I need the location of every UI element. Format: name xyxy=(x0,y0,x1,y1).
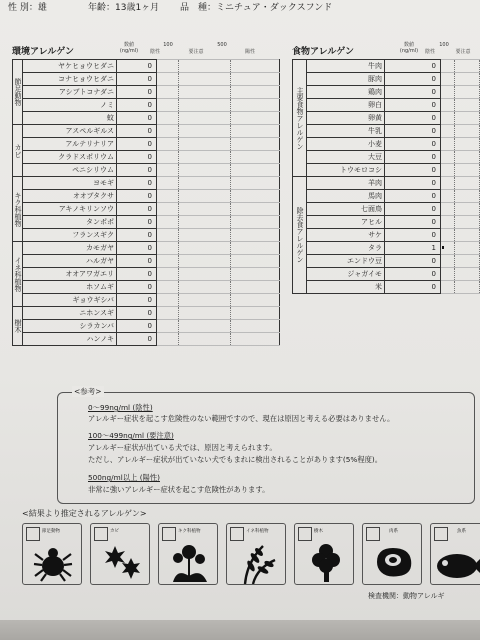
result-bar-cell xyxy=(231,86,280,99)
allergen-value: 0 xyxy=(117,281,157,294)
allergen-value: 0 xyxy=(117,99,157,112)
table-row xyxy=(13,242,280,255)
allergen-name: ホソムギ xyxy=(23,281,117,294)
table-row xyxy=(13,268,280,281)
result-bar-cell xyxy=(179,164,231,177)
allergen-value: 0 xyxy=(385,164,441,177)
checkbox-fish[interactable] xyxy=(434,527,448,541)
table-row xyxy=(293,164,480,177)
estimate-box-grass xyxy=(226,523,286,585)
result-bar-cell xyxy=(455,99,480,112)
allergen-name: アヒル xyxy=(307,216,385,229)
result-bar-cell xyxy=(441,190,455,203)
result-bar-cell xyxy=(455,112,480,125)
table-row xyxy=(13,164,280,177)
allergen-value: 0 xyxy=(385,73,441,86)
result-bar-cell xyxy=(441,255,455,268)
result-bar-cell xyxy=(179,190,231,203)
result-bar-cell xyxy=(179,60,231,73)
result-bar-cell xyxy=(179,138,231,151)
result-bar-cell xyxy=(179,268,231,281)
allergen-value: 0 xyxy=(117,229,157,242)
food-section-title: 食物アレルゲン xyxy=(292,47,355,57)
result-bar-cell xyxy=(179,177,231,190)
result-bar-cell xyxy=(179,125,231,138)
result-bar-cell xyxy=(179,333,231,346)
allergen-name: オオブタクサ xyxy=(23,190,117,203)
estimate-label-grass: イネ科植物 xyxy=(246,529,269,534)
checkbox-grass[interactable] xyxy=(230,527,244,541)
allergen-name: アシブトコナダニ xyxy=(23,86,117,99)
age-label: 年齢：13歳1ヶ月 xyxy=(88,3,160,13)
allergen-value: 0 xyxy=(117,86,157,99)
allergen-value: 0 xyxy=(117,216,157,229)
table-row xyxy=(13,138,280,151)
result-bar-cell xyxy=(179,99,231,112)
table-row xyxy=(293,229,480,242)
ref-positive-text: 非常に強いアレルギー症状を起こす危険性があります。 xyxy=(88,485,270,494)
allergen-value: 0 xyxy=(385,125,441,138)
result-bar-cell xyxy=(441,203,455,216)
allergen-value: 0 xyxy=(385,60,441,73)
allergen-name: アキノキリンソウ xyxy=(23,203,117,216)
allergen-name: トウモロコシ xyxy=(307,164,385,177)
allergen-name: アスペルギルス xyxy=(23,125,117,138)
result-bar-cell xyxy=(157,333,179,346)
breed-label: 品 種：ミニチュア・ダックスフンド xyxy=(180,3,333,13)
result-bar-cell xyxy=(441,216,455,229)
allergen-value: 0 xyxy=(117,151,157,164)
result-bar-cell xyxy=(231,203,280,216)
table-row xyxy=(13,151,280,164)
result-bar-cell xyxy=(231,112,280,125)
tick-icon xyxy=(33,542,73,582)
result-bar-cell xyxy=(179,229,231,242)
allergen-value: 0 xyxy=(385,112,441,125)
result-bar-cell xyxy=(441,125,455,138)
result-bar-cell xyxy=(231,164,280,177)
estimate-box-aster xyxy=(158,523,218,585)
table-row xyxy=(293,60,480,73)
allergen-value: 0 xyxy=(385,255,441,268)
table-row xyxy=(13,216,280,229)
tree-icon xyxy=(305,542,347,584)
estimate-box-fish xyxy=(430,523,480,585)
allergen-value: 0 xyxy=(385,216,441,229)
result-bar-cell xyxy=(231,307,280,320)
allergen-value: 0 xyxy=(117,164,157,177)
result-bar-cell xyxy=(179,242,231,255)
allergen-name: シラカンバ xyxy=(23,320,117,333)
result-bar-cell xyxy=(157,151,179,164)
allergen-value: 0 xyxy=(385,190,441,203)
allergen-value: 0 xyxy=(385,177,441,190)
result-bar-cell xyxy=(157,203,179,216)
food-col-caution: 要注意 xyxy=(455,49,471,55)
result-bar-cell xyxy=(157,307,179,320)
estimate-label-mold: カビ xyxy=(110,529,119,534)
allergen-name: ヨモギ xyxy=(23,177,117,190)
result-bar-cell xyxy=(157,242,179,255)
result-bar-cell xyxy=(455,164,480,177)
allergen-name: ギョウギシバ xyxy=(23,294,117,307)
result-bar-cell xyxy=(441,112,455,125)
result-bar-cell xyxy=(441,86,455,99)
allergen-name: クラドスポリウム xyxy=(23,151,117,164)
allergen-name: オオアワガエリ xyxy=(23,268,117,281)
env-col-500: 500 xyxy=(217,42,227,48)
result-bar-cell xyxy=(455,151,480,164)
result-bar-cell xyxy=(179,281,231,294)
allergen-name: 大豆 xyxy=(307,151,385,164)
estimate-label-tree: 樹木 xyxy=(314,529,323,534)
result-bar-cell xyxy=(179,294,231,307)
result-bar-cell xyxy=(231,125,280,138)
result-bar-cell xyxy=(157,255,179,268)
result-bar-cell xyxy=(441,229,455,242)
allergen-name: コナヒョウヒダニ xyxy=(23,73,117,86)
result-bar-cell xyxy=(179,112,231,125)
table-row xyxy=(13,307,280,320)
table-row xyxy=(13,281,280,294)
allergen-value: 0 xyxy=(117,60,157,73)
result-bar-cell xyxy=(455,281,480,294)
table-row xyxy=(13,177,280,190)
allergen-name: アルテリナリア xyxy=(23,138,117,151)
result-bar-cell xyxy=(455,255,480,268)
estimate-label-fish: 魚系 xyxy=(457,529,466,534)
result-bar-cell xyxy=(441,164,455,177)
table-row xyxy=(13,73,280,86)
table-row xyxy=(293,216,480,229)
result-bar-cell xyxy=(231,294,280,307)
group-label: キク科植物 xyxy=(13,177,23,242)
result-bar-cell xyxy=(179,307,231,320)
result-bar-cell xyxy=(455,138,480,151)
allergen-name: 牛肉 xyxy=(307,60,385,73)
table-row xyxy=(293,86,480,99)
allergen-value: 0 xyxy=(385,229,441,242)
allergen-value: 0 xyxy=(117,177,157,190)
result-bar-cell xyxy=(231,190,280,203)
allergen-value: 0 xyxy=(385,86,441,99)
result-bar-cell xyxy=(231,177,280,190)
checkbox-aster[interactable] xyxy=(162,527,176,541)
result-bar-cell xyxy=(441,242,455,255)
result-bar-cell xyxy=(231,138,280,151)
group-label: 主要食物アレルゲン xyxy=(293,60,307,177)
result-bar-cell xyxy=(231,255,280,268)
table-row xyxy=(13,99,280,112)
table-row xyxy=(13,333,280,346)
result-bar-cell xyxy=(231,333,280,346)
estimate-box-tree xyxy=(294,523,354,585)
table-row xyxy=(293,177,480,190)
allergen-value: 0 xyxy=(117,112,157,125)
result-bar-cell xyxy=(157,112,179,125)
result-bar-cell xyxy=(179,86,231,99)
env-col-caution: 要注意 xyxy=(188,49,204,55)
estimate-label-meat: 肉系 xyxy=(389,529,398,534)
allergen-value: 0 xyxy=(385,268,441,281)
table-row xyxy=(293,190,480,203)
allergen-name: 卵白 xyxy=(307,99,385,112)
allergen-name: タンポポ xyxy=(23,216,117,229)
result-bar-cell xyxy=(157,320,179,333)
allergen-value: 1 xyxy=(385,242,441,255)
result-bar-cell xyxy=(157,177,179,190)
result-bar-cell xyxy=(441,138,455,151)
allergen-value: 0 xyxy=(117,255,157,268)
reference-title: <参考> xyxy=(74,387,102,396)
table-row xyxy=(293,255,480,268)
result-bar-cell xyxy=(179,203,231,216)
result-bar-cell xyxy=(231,73,280,86)
result-bar-cell xyxy=(455,216,480,229)
result-bar-cell xyxy=(231,242,280,255)
result-bar-cell xyxy=(157,125,179,138)
result-bar-cell xyxy=(179,151,231,164)
result-bar-cell xyxy=(231,229,280,242)
checkbox-arthropod[interactable] xyxy=(26,527,40,541)
table-row xyxy=(293,203,480,216)
allergen-name: 鶏肉 xyxy=(307,86,385,99)
table-row xyxy=(293,112,480,125)
result-bar-cell xyxy=(157,190,179,203)
result-bar-cell xyxy=(157,294,179,307)
allergen-name: 米 xyxy=(307,281,385,294)
result-bar-cell xyxy=(157,73,179,86)
result-bar-cell xyxy=(157,229,179,242)
group-label: 除去食アレルゲン xyxy=(293,177,307,294)
checkbox-tree[interactable] xyxy=(298,527,312,541)
result-bar-cell xyxy=(157,164,179,177)
table-row xyxy=(293,73,480,86)
food-col-value: 数値 (ng/ml) xyxy=(399,42,419,54)
group-label: 節足動物 xyxy=(13,60,23,125)
allergen-name: 羊肉 xyxy=(307,177,385,190)
result-bar-cell xyxy=(179,320,231,333)
allergen-value: 0 xyxy=(117,73,157,86)
result-bar-cell xyxy=(157,268,179,281)
table-row xyxy=(13,255,280,268)
estimate-box-mold xyxy=(90,523,150,585)
allergen-name: 小麦 xyxy=(307,138,385,151)
allergen-name: ノミ xyxy=(23,99,117,112)
allergen-value: 0 xyxy=(385,138,441,151)
allergen-name: ヤケヒョウヒダニ xyxy=(23,60,117,73)
allergen-name: フランスギク xyxy=(23,229,117,242)
allergen-name: 馬肉 xyxy=(307,190,385,203)
allergen-name: タラ xyxy=(307,242,385,255)
allergen-value: 0 xyxy=(385,203,441,216)
env-col-100: 100 xyxy=(163,42,173,48)
allergen-value: 0 xyxy=(385,151,441,164)
estimate-box-meat xyxy=(362,523,422,585)
ref-positive-range: 500ng/ml以上 (陽性) xyxy=(88,473,160,482)
result-bar-cell xyxy=(157,281,179,294)
result-mark xyxy=(442,246,444,249)
estimate-label-aster: キク科植物 xyxy=(178,529,201,534)
estimate-box-arthropod xyxy=(22,523,82,585)
result-bar-cell xyxy=(179,255,231,268)
steak-icon xyxy=(373,542,415,584)
allergen-value: 0 xyxy=(117,203,157,216)
allergen-value: 0 xyxy=(117,190,157,203)
result-bar-cell xyxy=(455,73,480,86)
allergen-value: 0 xyxy=(117,320,157,333)
table-row xyxy=(293,125,480,138)
result-bar-cell xyxy=(441,281,455,294)
table-row xyxy=(13,229,280,242)
table-row xyxy=(293,268,480,281)
reference-box xyxy=(57,392,475,504)
env-col-positive: 陽性 xyxy=(244,49,255,55)
checkbox-mold[interactable] xyxy=(94,527,108,541)
allergen-name: 豚肉 xyxy=(307,73,385,86)
result-bar-cell xyxy=(441,73,455,86)
desk-background xyxy=(0,620,480,640)
result-bar-cell xyxy=(441,99,455,112)
result-bar-cell xyxy=(455,190,480,203)
result-bar-cell xyxy=(455,60,480,73)
result-bar-cell xyxy=(455,203,480,216)
result-bar-cell xyxy=(455,86,480,99)
allergen-name: ハルガヤ xyxy=(23,255,117,268)
allergen-name: サケ xyxy=(307,229,385,242)
table-row xyxy=(13,190,280,203)
result-bar-cell xyxy=(231,216,280,229)
result-bar-cell xyxy=(231,60,280,73)
allergen-value: 0 xyxy=(117,268,157,281)
ref-negative-range: 0～99ng/ml (陰性) xyxy=(88,403,153,412)
env-allergen-table xyxy=(12,59,280,346)
result-bar-cell xyxy=(231,320,280,333)
table-row xyxy=(13,86,280,99)
table-row xyxy=(13,125,280,138)
group-label: イネ科植物 xyxy=(13,242,23,307)
result-bar-cell xyxy=(179,216,231,229)
allergen-value: 0 xyxy=(117,307,157,320)
table-row xyxy=(293,138,480,151)
mold-spore-icon xyxy=(101,542,143,582)
result-bar-cell xyxy=(455,242,480,255)
food-col-100: 100 xyxy=(439,42,449,48)
allergen-value: 0 xyxy=(385,99,441,112)
testing-lab: 検査機関：動物アレルギ xyxy=(368,592,445,600)
allergen-name: ペニシリウム xyxy=(23,164,117,177)
result-bar-cell xyxy=(157,60,179,73)
sex-label: 性 別：雄 xyxy=(8,3,47,13)
table-row xyxy=(13,60,280,73)
result-bar-cell xyxy=(231,281,280,294)
result-bar-cell xyxy=(231,99,280,112)
table-row xyxy=(293,99,480,112)
fish-icon xyxy=(433,542,480,584)
result-bar-cell xyxy=(441,151,455,164)
allergen-name: ジャガイモ xyxy=(307,268,385,281)
table-row xyxy=(293,281,480,294)
group-label: 樹木 xyxy=(13,307,23,346)
allergen-name: 卵黄 xyxy=(307,112,385,125)
result-bar-cell xyxy=(157,216,179,229)
allergen-value: 0 xyxy=(117,125,157,138)
env-col-value: 数値 (ng/ml) xyxy=(119,42,139,54)
allergen-name: 牛乳 xyxy=(307,125,385,138)
allergen-value: 0 xyxy=(117,138,157,151)
table-row xyxy=(13,203,280,216)
result-bar-cell xyxy=(441,268,455,281)
allergen-name: ハンノキ xyxy=(23,333,117,346)
table-row xyxy=(293,151,480,164)
result-bar-cell xyxy=(455,177,480,190)
allergen-name: エンドウ豆 xyxy=(307,255,385,268)
table-row xyxy=(13,320,280,333)
result-bar-cell xyxy=(441,60,455,73)
food-col-result: 陰性 xyxy=(424,49,435,55)
table-row xyxy=(13,112,280,125)
allergen-name: 蚊 xyxy=(23,112,117,125)
result-bar-cell xyxy=(231,268,280,281)
estimate-title: <結果より推定されるアレルゲン> xyxy=(22,509,147,518)
estimate-label-arthropod: 節足動物 xyxy=(42,529,60,534)
allergen-name: 七面鳥 xyxy=(307,203,385,216)
result-bar-cell xyxy=(455,229,480,242)
allergen-name: カモガヤ xyxy=(23,242,117,255)
group-label: カビ xyxy=(13,125,23,177)
allergen-name: ニホンスギ xyxy=(23,307,117,320)
ref-caution-text-1: アレルギー症状が出ている犬では、原因と考えられます。 xyxy=(88,443,277,452)
result-bar-cell xyxy=(179,73,231,86)
ref-caution-text-2: ただし、アレルギー症状が出ていない犬でもまれに検出されることがあります(5%程度)。 xyxy=(88,455,383,464)
result-bar-cell xyxy=(231,151,280,164)
allergen-value: 0 xyxy=(385,281,441,294)
checkbox-meat[interactable] xyxy=(366,527,380,541)
result-bar-cell xyxy=(455,125,480,138)
table-row xyxy=(293,242,480,255)
result-bar-cell xyxy=(441,177,455,190)
env-col-result: 陰性 xyxy=(149,49,160,55)
food-allergen-table xyxy=(292,59,480,294)
result-bar-cell xyxy=(157,138,179,151)
ref-negative-text: アレルギー症状を起こす危険性のない範囲ですので、現在は原因と考える必要はありません。 xyxy=(88,414,395,423)
allergen-value: 0 xyxy=(117,242,157,255)
result-bar-cell xyxy=(455,268,480,281)
ref-caution-range: 100～499ng/ml (要注意) xyxy=(88,431,174,440)
result-bar-cell xyxy=(157,86,179,99)
dandelion-icon xyxy=(169,542,211,584)
grass-icon xyxy=(237,542,279,584)
allergen-value: 0 xyxy=(117,294,157,307)
env-section-title: 環境アレルゲン xyxy=(12,47,75,57)
table-row xyxy=(13,294,280,307)
result-bar-cell xyxy=(157,99,179,112)
allergen-value: 0 xyxy=(117,333,157,346)
